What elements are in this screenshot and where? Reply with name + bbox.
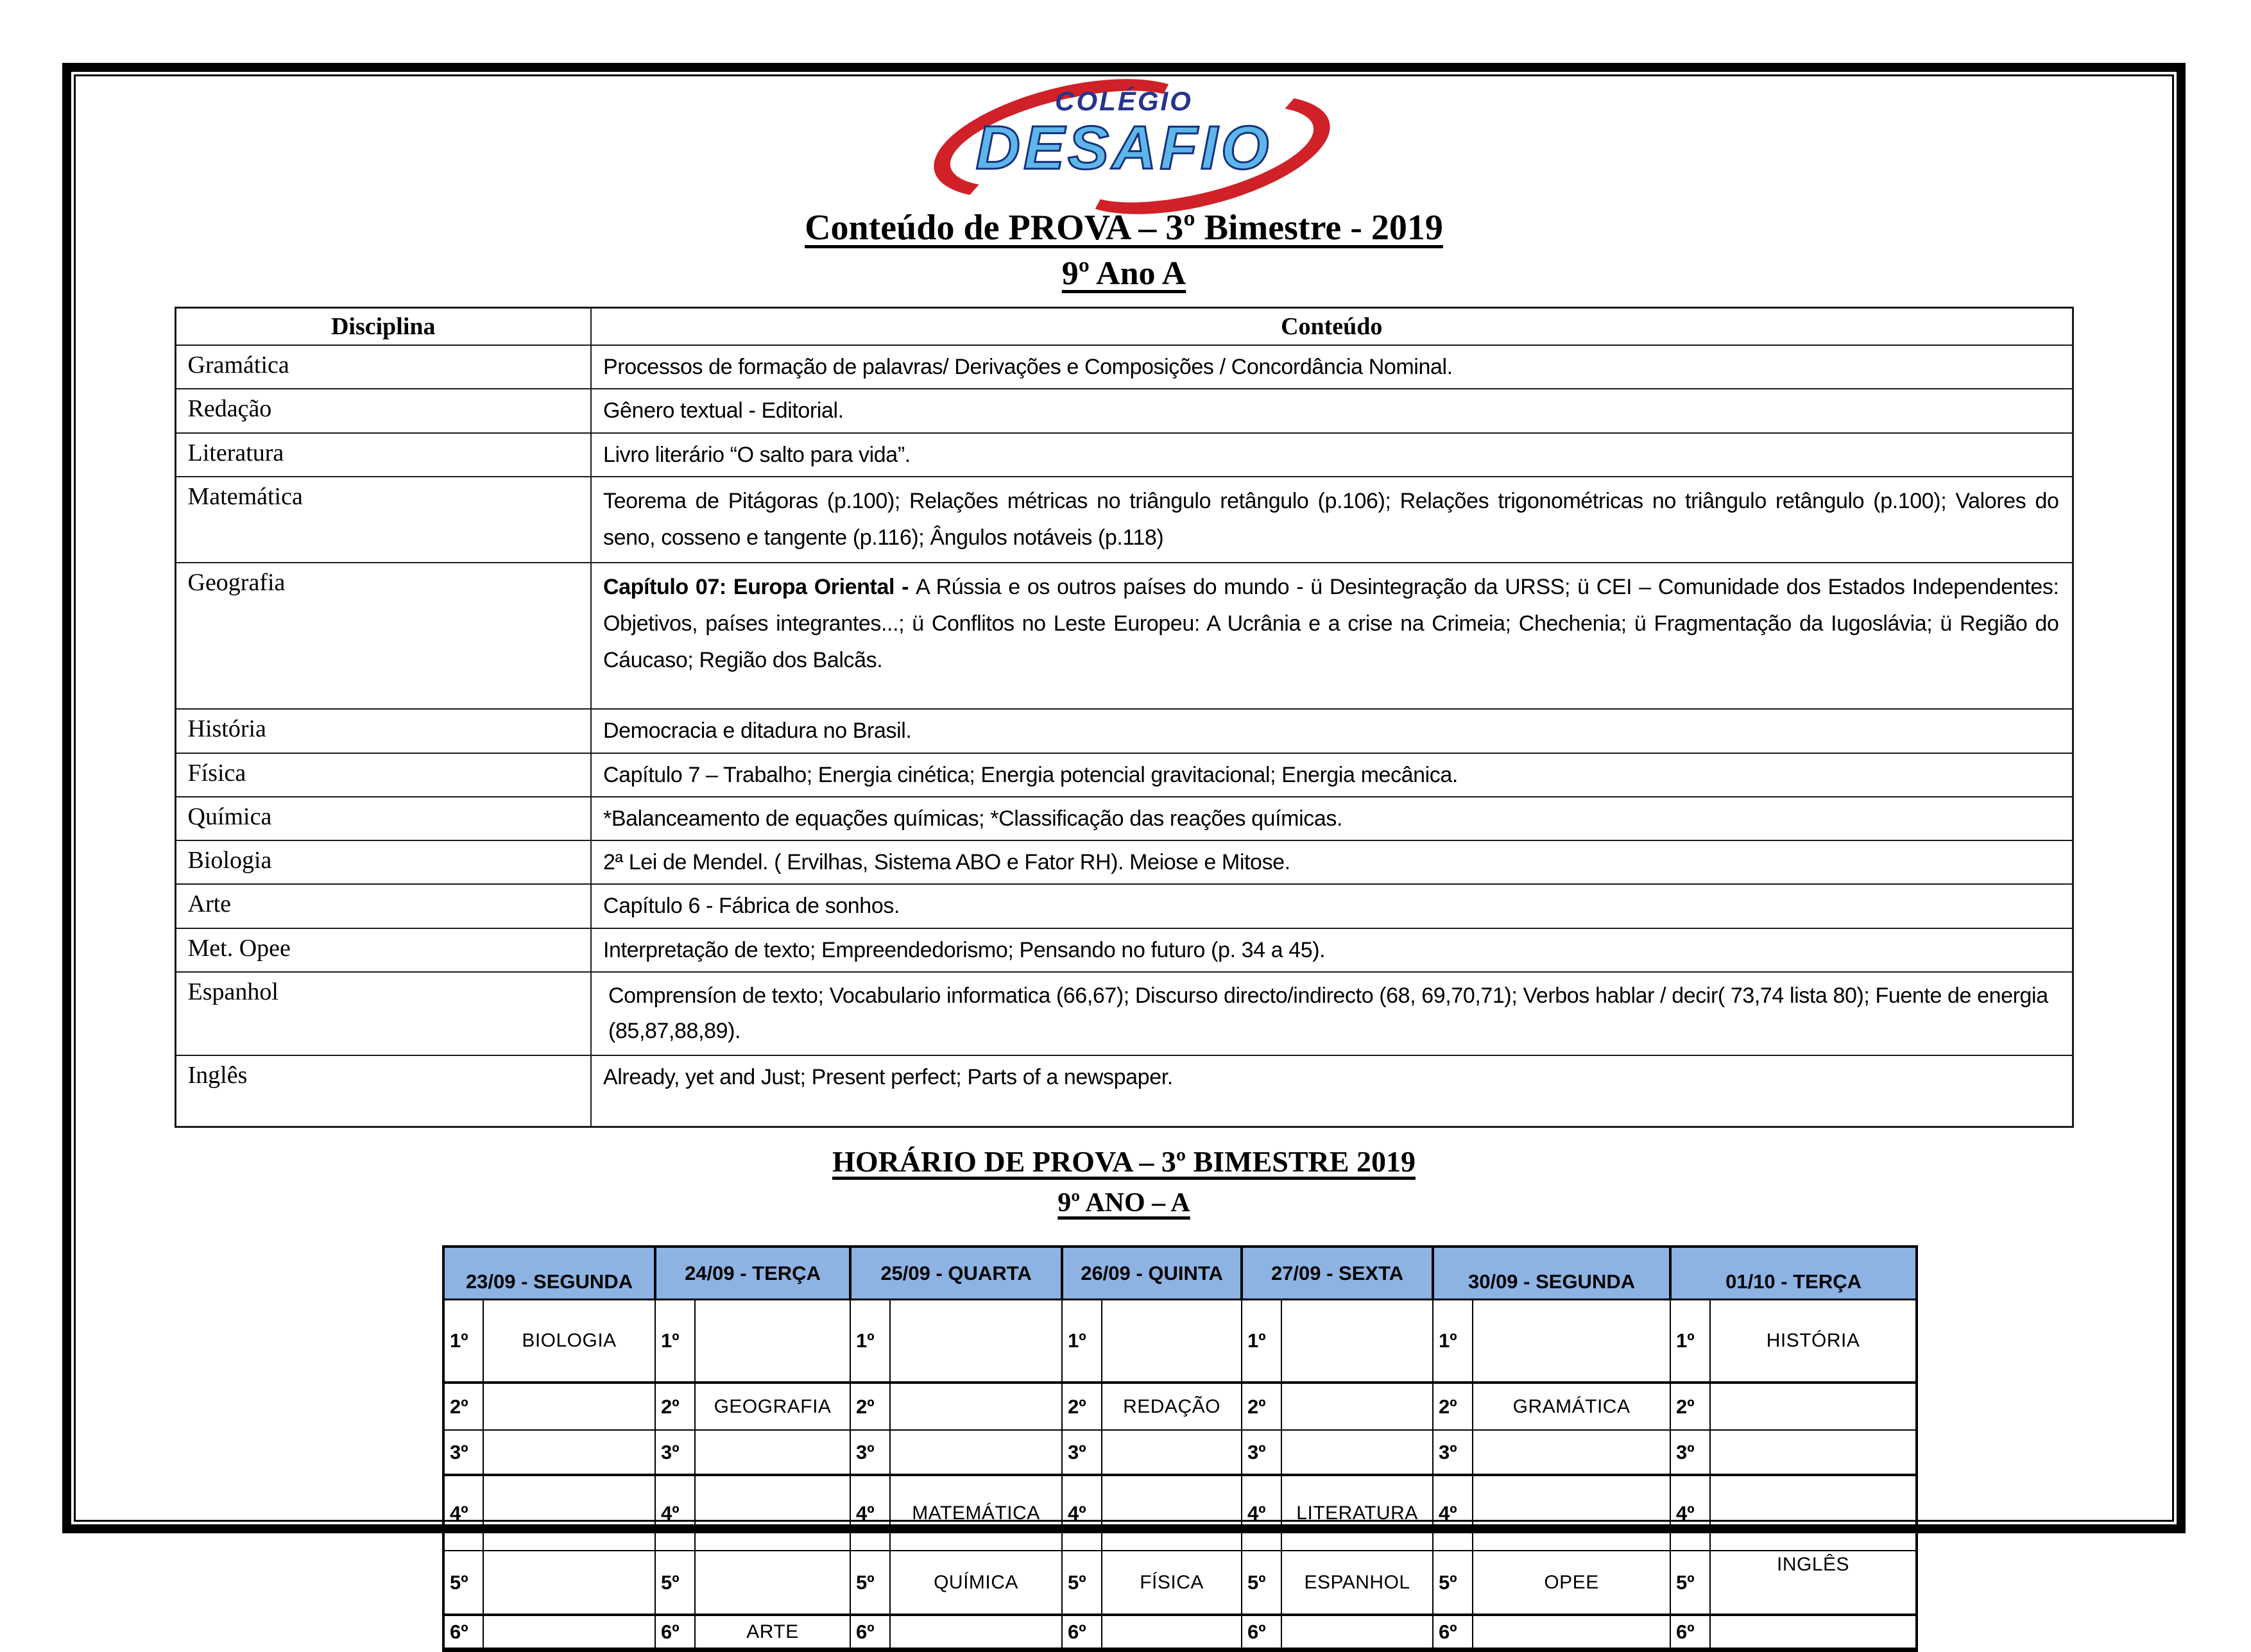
content-row-2 — [175, 433, 2073, 477]
day-header-3: 26/09 - QUINTA — [1062, 1247, 1242, 1299]
period-label-cell: 4º — [1242, 1475, 1281, 1551]
period-row-5 — [443, 1615, 1917, 1649]
period-label-cell: 4º — [1670, 1475, 1710, 1551]
schedule-title: HORÁRIO DE PROVA – 3º BIMESTRE 2019 — [832, 1145, 1416, 1179]
schedule-header-row — [443, 1247, 1917, 1299]
discipline-cell: Matemática — [175, 477, 591, 563]
period-label-cell: 4º — [443, 1475, 483, 1551]
period-label-cell: 3º — [1242, 1430, 1281, 1475]
period-label-cell: 4º — [1062, 1475, 1102, 1551]
day-header-1: 24/09 - TERÇA — [655, 1247, 850, 1299]
content-text: Democracia e ditadura no Brasil. — [603, 719, 912, 744]
schedule-subject-cell — [1473, 1299, 1670, 1383]
content-row-12 — [175, 1055, 2073, 1127]
period-label-cell: 5º — [1433, 1551, 1473, 1615]
content-cell — [591, 389, 2073, 432]
discipline-cell: Met. Opee — [175, 928, 591, 972]
page-content — [79, 77, 2169, 1643]
period-label-cell: 3º — [1433, 1430, 1473, 1475]
schedule-subject-cell: LITERATURA — [1281, 1475, 1433, 1551]
day-header-5: 30/09 - SEGUNDA — [1433, 1247, 1670, 1299]
discipline-cell: Química — [175, 797, 591, 840]
period-label-cell: 2º — [1242, 1383, 1281, 1430]
discipline-cell: Física — [175, 753, 591, 797]
schedule-subject-cell — [1281, 1615, 1433, 1649]
period-label-cell: 3º — [850, 1430, 890, 1475]
schedule-subject-cell — [483, 1475, 655, 1551]
period-label-cell: 3º — [655, 1430, 695, 1475]
schedule-subject-cell — [1710, 1475, 1917, 1551]
schedule-subject-cell — [1473, 1430, 1670, 1475]
schedule-subject-cell — [695, 1475, 850, 1551]
day-header-6: 01/10 - TERÇA — [1670, 1247, 1917, 1299]
period-row-1 — [443, 1383, 1917, 1430]
discipline-cell: Arte — [175, 884, 591, 928]
period-label-cell: 2º — [1433, 1383, 1473, 1430]
schedule-subject-cell: HISTÓRIA — [1710, 1299, 1917, 1383]
schedule-subject-cell — [483, 1430, 655, 1475]
period-label-cell: 4º — [850, 1475, 890, 1551]
schedule-subject-cell — [1102, 1299, 1242, 1383]
day-header-2: 25/09 - QUARTA — [850, 1247, 1062, 1299]
period-label-cell: 6º — [1433, 1615, 1473, 1649]
school-logo — [919, 86, 1330, 205]
exam-schedule-table — [442, 1245, 1918, 1652]
content-text: Capítulo 6 - Fábrica de sonhos. — [603, 894, 900, 919]
column-header-disciplina: Disciplina — [175, 308, 591, 346]
document-subtitle: 9º Ano A — [1061, 255, 1186, 292]
period-label-cell: 2º — [850, 1383, 890, 1430]
schedule-subject-cell — [483, 1615, 655, 1649]
schedule-subject-cell — [1102, 1475, 1242, 1551]
period-label-cell: 5º — [443, 1551, 483, 1615]
period-label-cell: 5º — [1242, 1551, 1281, 1615]
schedule-subject-cell — [695, 1551, 850, 1615]
content-cell — [591, 972, 2073, 1055]
period-label-cell: 2º — [1062, 1383, 1102, 1430]
content-text: *Balanceamento de equações químicas; *Classificação das reações químicas. — [603, 806, 1343, 831]
discipline-cell: Geografia — [175, 563, 591, 709]
discipline-cell: Literatura — [175, 433, 591, 477]
content-row-3 — [175, 477, 2073, 563]
schedule-subject-cell — [1102, 1430, 1242, 1475]
content-text: A Rússia e os outros países do mundo - ü Desintegração da URSS; ü CEI – Comunidade dos Estados Independentes: Objetivos, países integrantes...; ü Conflitos no Leste Europeu: A Ucrânia e a crise na Crimeia; Chechenia; ü Fragmentação da Iugoslávia; ü Região do Cáucaso; Região dos Balcãs. — [603, 575, 2059, 673]
content-text: Gênero textual - Editorial. — [603, 398, 844, 423]
period-label-cell: 1º — [1670, 1299, 1710, 1383]
schedule-subject-cell — [1710, 1615, 1917, 1649]
discipline-cell: Gramática — [175, 345, 591, 389]
schedule-subject-cell — [1102, 1615, 1242, 1649]
column-header-conteudo: Conteúdo — [591, 308, 2073, 346]
content-cell — [591, 753, 2073, 797]
content-table-header-row — [175, 308, 2073, 346]
period-label-cell: 3º — [1062, 1430, 1102, 1475]
period-label-cell: 5º — [850, 1551, 890, 1615]
content-row-1 — [175, 389, 2073, 432]
period-label-cell: 5º — [1062, 1551, 1102, 1615]
content-cell — [591, 433, 2073, 477]
discipline-cell: Inglês — [175, 1055, 591, 1127]
schedule-subject-cell: GEOGRAFIA — [695, 1383, 850, 1430]
period-label-cell: 3º — [443, 1430, 483, 1475]
schedule-subtitle: 9º ANO – A — [1057, 1188, 1190, 1218]
content-text: Comprensíon de texto; Vocabulario informatica (66,67); Discurso directo/indirecto (68, 69,70,71); Verbos hablar / decir( 73,74 lista 80); Fuente de energia (85,87,88,89). — [608, 983, 2048, 1044]
content-cell — [591, 345, 2073, 389]
period-label-cell: 1º — [443, 1299, 483, 1383]
period-label-cell: 2º — [1670, 1383, 1710, 1430]
content-bold-text: Capítulo 07: Europa Oriental - — [603, 575, 916, 600]
content-cell — [591, 563, 2073, 709]
schedule-subject-cell — [483, 1551, 655, 1615]
content-row-10 — [175, 928, 2073, 972]
schedule-subject-cell — [1473, 1615, 1670, 1649]
period-label-cell: 6º — [1242, 1615, 1281, 1649]
content-text: Interpretação de texto; Empreendedorismo; Pensando no futuro (p. 34 a 45). — [603, 937, 1326, 962]
period-label-cell: 1º — [655, 1299, 695, 1383]
period-label-cell: 6º — [1062, 1615, 1102, 1649]
period-label-cell: 4º — [1433, 1475, 1473, 1551]
content-row-0 — [175, 345, 2073, 389]
content-cell — [591, 840, 2073, 884]
discipline-cell: Biologia — [175, 840, 591, 884]
schedule-subject-cell: ESPANHOL — [1281, 1551, 1433, 1615]
schedule-subject-cell — [1281, 1430, 1433, 1475]
discipline-cell: Espanhol — [175, 972, 591, 1055]
schedule-table-wrapper — [442, 1245, 2169, 1652]
schedule-subject-cell: GRAMÁTICA — [1473, 1383, 1670, 1430]
schedule-subject-cell: OPEE — [1473, 1551, 1670, 1615]
day-header-4: 27/09 - SEXTA — [1242, 1247, 1433, 1299]
schedule-subject-cell: INGLÊS — [1710, 1551, 1917, 1615]
schedule-subject-cell — [1473, 1475, 1670, 1551]
schedule-subject-cell: FÍSICA — [1102, 1551, 1242, 1615]
period-label-cell: 6º — [443, 1615, 483, 1649]
period-label-cell: 2º — [443, 1383, 483, 1430]
schedule-subject-cell — [890, 1430, 1062, 1475]
content-cell — [591, 1055, 2073, 1127]
exam-content-table — [175, 307, 2074, 1128]
period-label-cell: 5º — [655, 1551, 695, 1615]
schedule-subject-cell: MATEMÁTICA — [890, 1475, 1062, 1551]
period-label-cell: 4º — [655, 1475, 695, 1551]
period-label-cell: 1º — [1242, 1299, 1281, 1383]
content-cell — [591, 709, 2073, 753]
content-cell — [591, 884, 2073, 928]
content-text: Already, yet and Just; Present perfect; Parts of a newspaper. — [603, 1065, 1173, 1090]
schedule-subject-cell — [483, 1383, 655, 1430]
content-row-4 — [175, 563, 2073, 709]
content-row-9 — [175, 884, 2073, 928]
logo-school-name: DESAFIO — [975, 114, 1272, 182]
period-label-cell: 1º — [850, 1299, 890, 1383]
content-text: Teorema de Pitágoras (p.100); Relações métricas no triângulo retângulo (p.106); Relações trigonométricas no triângulo retângulo (p.100); Valores do seno, cosseno e tangente (p.116); Ângulos notáveis (p.118) — [603, 488, 2059, 550]
schedule-subject-cell: REDAÇÃO — [1102, 1383, 1242, 1430]
logo-school-word: COLÉGIO — [1055, 86, 1193, 116]
content-row-11 — [175, 972, 2073, 1055]
page-border-frame — [62, 63, 2186, 1643]
discipline-cell: História — [175, 709, 591, 753]
period-label-cell: 3º — [1670, 1430, 1710, 1475]
period-label-cell: 1º — [1433, 1299, 1473, 1383]
schedule-subject-cell: ARTE — [695, 1615, 850, 1649]
period-row-0 — [443, 1299, 1917, 1383]
period-label-cell: 2º — [655, 1383, 695, 1430]
schedule-subject-cell: QUÍMICA — [890, 1551, 1062, 1615]
content-text: Capítulo 7 – Trabalho; Energia cinética; Energia potencial gravitacional; Energia mecânica. — [603, 762, 1458, 787]
period-label-cell: 5º — [1670, 1551, 1710, 1615]
content-text: 2ª Lei de Mendel. ( Ervilhas, Sistema ABO e Fator RH). Meiose e Mitose. — [603, 850, 1290, 875]
content-row-7 — [175, 797, 2073, 840]
day-header-0: 23/09 - SEGUNDA — [443, 1247, 655, 1299]
schedule-subject-cell — [890, 1299, 1062, 1383]
schedule-subject-cell — [1281, 1383, 1433, 1430]
schedule-subject-cell: BIOLOGIA — [483, 1299, 655, 1383]
period-label-cell: 6º — [1670, 1615, 1710, 1649]
period-row-4 — [443, 1551, 1917, 1615]
content-cell — [591, 797, 2073, 840]
content-row-5 — [175, 709, 2073, 753]
period-label-cell: 1º — [1062, 1299, 1102, 1383]
schedule-subject-cell — [1281, 1299, 1433, 1383]
content-row-8 — [175, 840, 2073, 884]
schedule-subject-cell — [890, 1383, 1062, 1430]
period-row-2 — [443, 1430, 1917, 1475]
discipline-cell: Redação — [175, 389, 591, 432]
period-label-cell: 6º — [655, 1615, 695, 1649]
content-cell — [591, 477, 2073, 563]
schedule-subject-cell — [695, 1299, 850, 1383]
content-cell — [591, 928, 2073, 972]
schedule-subject-cell — [890, 1615, 1062, 1649]
document-title: Conteúdo de PROVA – 3º Bimestre - 2019 — [805, 208, 1443, 248]
period-label-cell: 6º — [850, 1615, 890, 1649]
schedule-subject-cell — [1710, 1383, 1917, 1430]
schedule-subject-cell — [695, 1430, 850, 1475]
content-row-6 — [175, 753, 2073, 797]
content-text: Processos de formação de palavras/ Derivações e Composições / Concordância Nominal. — [603, 355, 1453, 379]
period-row-3 — [443, 1475, 1917, 1551]
content-text: Livro literário “O salto para vida”. — [603, 442, 911, 467]
schedule-subject-cell — [1710, 1430, 1917, 1475]
